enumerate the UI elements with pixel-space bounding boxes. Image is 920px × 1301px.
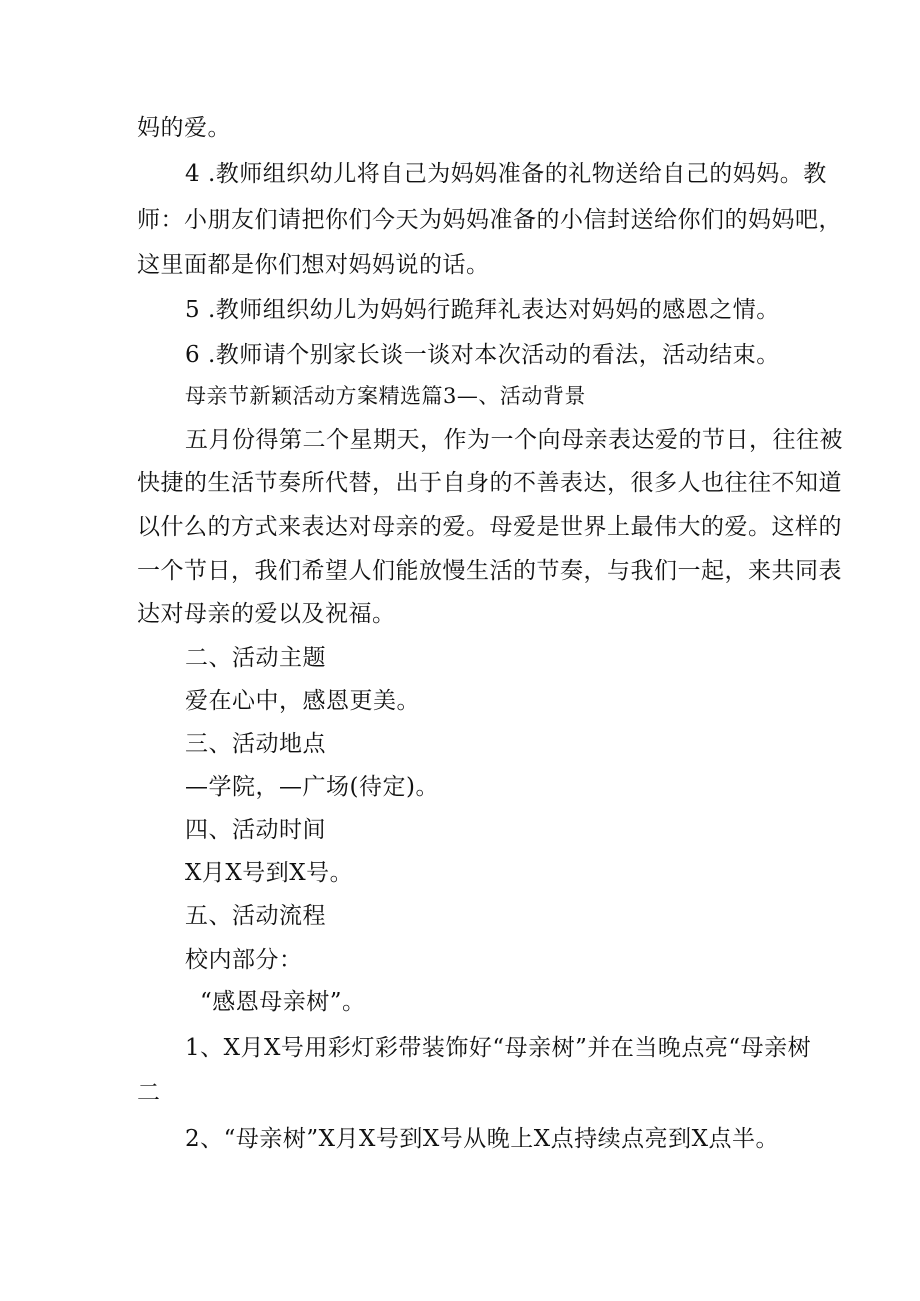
text-line: 4 .教师组织幼儿将自己为妈妈准备的礼物送给自己的妈妈。教 [185,161,827,187]
text-line: 6 .教师请个别家长谈一谈对本次活动的看法，活动结束。 [185,342,780,368]
text-line: 妈的爱。 [137,115,231,141]
text-line: “感恩母亲树”。 [200,989,366,1015]
section-heading: 二、活动主题 [185,645,326,671]
text-line: —学院，—广场(待定)。 [185,774,439,800]
text-line: 2、“母亲树”X月X号到X号从晚上X点持续点亮到X点半。 [185,1126,780,1152]
text-line: 达对母亲的爱以及祝福。 [137,601,396,627]
text-line: 校内部分： [185,947,303,973]
section-heading: 五、活动流程 [185,903,326,929]
text-line: 快捷的生活节奏所代替，出于自身的不善表达，很多人也往往不知道 [137,470,842,496]
text-line: 这里面都是你们想对妈妈说的话。 [137,252,490,278]
text-line: 二 [137,1080,161,1106]
text-line: X月X号到X号。 [185,860,354,886]
section-heading: 四、活动时间 [185,817,326,843]
text-line: 以什么的方式来表达对母亲的爱。母爱是世界上最伟大的爱。这样的 [137,514,842,540]
text-line: 1、X月X号用彩灯彩带装饰好“母亲树”并在当晚点亮“母亲树 [185,1035,812,1061]
text-line: 五月份得第二个星期天，作为一个向母亲表达爱的节日，往往被 [185,427,843,453]
text-line: 一个节日，我们希望人们能放慢生活的节奏，与我们一起，来共同表 [137,558,842,584]
section-heading: 母亲节新颖活动方案精选篇3—、活动背景 [185,384,586,408]
text-line: 爱在心中，感恩更美。 [185,688,420,714]
text-line: 5 .教师组织幼儿为妈妈行跪拜礼表达对妈妈的感恩之情。 [185,297,780,323]
section-heading: 三、活动地点 [185,731,326,757]
text-line: 师：小朋友们请把你们今天为妈妈准备的小信封送给你们的妈妈吧， [137,207,842,233]
